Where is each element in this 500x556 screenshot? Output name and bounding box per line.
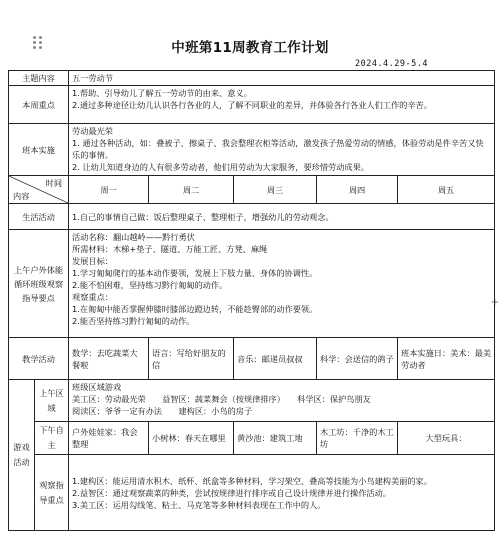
afternoon-item[interactable]: 黄沙池：建筑工地 bbox=[234, 422, 317, 455]
teaching-monday[interactable]: 数学：去吃蔬菜大餐啦 bbox=[69, 338, 149, 380]
corner-time-label: 时间 bbox=[45, 178, 63, 188]
day-tuesday: 周二 bbox=[149, 176, 234, 204]
afternoon-item[interactable]: 户外娃娃家：我会整理 bbox=[69, 422, 149, 455]
theme-row bbox=[9, 71, 495, 86]
teaching-thursday[interactable]: 科学：会送信的鸽子 bbox=[317, 338, 398, 380]
observation-content[interactable] bbox=[69, 455, 495, 531]
weekly-focus-line: 1.帮助、引导幼儿了解五一劳动节的由来、意义。 bbox=[72, 88, 252, 98]
teaching-friday[interactable]: 班本实施日：美术：最美劳动者 bbox=[398, 338, 495, 380]
weekly-focus-label: 本周重点 bbox=[9, 86, 69, 124]
outdoor-line: 观察重点： bbox=[72, 292, 113, 302]
outdoor-line: 2.能不怕困难，坚持练习黔行匍匐的动作。 bbox=[72, 280, 228, 290]
day-header-row bbox=[9, 176, 495, 204]
afternoon-item[interactable]: 小树林：春天在哪里 bbox=[149, 422, 234, 455]
weekly-focus-row bbox=[9, 86, 495, 124]
morning-region-line: 阅读区：爷爷一定有办法 建构区：小鸟的房子 bbox=[72, 406, 253, 416]
day-thursday: 周四 bbox=[317, 176, 398, 204]
morning-region-row bbox=[9, 380, 495, 422]
outdoor-line: 所需材料：木梯+垫子、隧道、万能工匠、方凳、麻绳 bbox=[72, 244, 268, 254]
observation-line: 2.益智区：通过观察蔬菜的种类，尝试按规律进行排序或自己设计规律并进行操作活动。 bbox=[72, 487, 391, 498]
weekly-focus-content[interactable] bbox=[69, 86, 495, 124]
outdoor-line: 2.能否坚持练习黔行匍匐的动作。 bbox=[72, 316, 195, 326]
outdoor-line: 1.在匍匐中能否掌握伸膝时膝部边蹬边转，不能趁臀部的动作要领。 bbox=[72, 304, 318, 314]
teaching-wednesday[interactable]: 音乐：邮递员叔叔 bbox=[234, 338, 317, 380]
class-practice-line: 1. 通过各种活动，如：叠被子、擦桌子、我会整理衣柜等活动，激发孩子热爱劳动的情感，体验劳动是件辛苦又快乐的事情。 bbox=[72, 138, 484, 160]
diagonal-header-cell bbox=[9, 176, 69, 204]
corner-content-label: 内容 bbox=[13, 191, 30, 201]
outdoor-content[interactable] bbox=[69, 230, 495, 338]
afternoon-label: 下午自主 bbox=[35, 422, 69, 455]
day-wednesday: 周三 bbox=[234, 176, 317, 204]
theme-label: 主题内容 bbox=[9, 71, 69, 86]
morning-region-line: 美工区：劳动最光荣 益智区：蔬菜舞会（按规律排序） 科学区：保护鸟朋友 bbox=[72, 394, 371, 404]
teaching-label: 教学活动 bbox=[9, 338, 69, 380]
day-friday: 周五 bbox=[398, 176, 495, 204]
observation-line: 1.建构区：能运用清水积木、纸杯、纸盒等多种材料，学习架空、叠高等技能为小鸟建构美丽的家。 bbox=[72, 475, 432, 486]
life-activity-value[interactable]: 1.自己的事情自己做：饭后整理桌子、整理柜子，增强幼儿的劳动观念。 bbox=[69, 204, 495, 230]
class-practice-row bbox=[9, 124, 495, 176]
add-column-icon[interactable]: + bbox=[490, 297, 499, 308]
outdoor-line: 活动名称：翻山越岭——黔行勇伏 bbox=[72, 232, 195, 242]
weekly-focus-line: 2.通过多种途径让幼儿认识各行各业的人，了解不同职业的差异，并体验各行各业人们工作的辛苦。 bbox=[72, 100, 432, 110]
outdoor-label: 上午户外体能循环班级观察指导要点 bbox=[9, 230, 69, 338]
outdoor-row bbox=[9, 230, 495, 338]
class-practice-line: 劳动最光荣 bbox=[72, 126, 113, 136]
date-range: 2024.4.29-5.4 bbox=[354, 59, 428, 69]
morning-region-line: 班级区域游戏 bbox=[72, 382, 122, 392]
afternoon-item[interactable]: 木工坊：千净的木工坊 bbox=[317, 422, 398, 455]
class-practice-label: 班本实施 bbox=[9, 124, 69, 176]
game-activity-label: 游戏活动 bbox=[9, 380, 35, 531]
outdoor-line: 发展目标： bbox=[72, 256, 113, 266]
life-activity-row bbox=[9, 204, 495, 230]
afternoon-row bbox=[9, 422, 495, 455]
outdoor-line: 1.学习匍匐爬行的基本动作要领，发展上下肢力量、身体的协调性。 bbox=[72, 268, 318, 278]
class-practice-line: 2. 让幼儿知道身边的人有很多劳动者，他们用劳动为大家服务，要珍惜劳动成果。 bbox=[72, 162, 369, 172]
observation-label: 观察指导重点 bbox=[35, 455, 69, 531]
morning-region-content[interactable] bbox=[69, 380, 495, 422]
teaching-tuesday[interactable]: 语言：写给好朋友的信 bbox=[149, 338, 234, 380]
theme-value[interactable]: 五一劳动节 bbox=[69, 71, 495, 86]
observation-line: 3.美工区：运用勾线笔、粘土、马克笔等多种材料表现在工作中的人。 bbox=[72, 499, 326, 510]
observation-row bbox=[9, 455, 495, 531]
day-monday: 周一 bbox=[69, 176, 149, 204]
morning-region-label: 上午区域 bbox=[35, 380, 69, 422]
teaching-row bbox=[9, 338, 495, 380]
class-practice-content[interactable] bbox=[69, 124, 495, 176]
page-title: 中班第11周教育工作计划 bbox=[171, 40, 329, 56]
afternoon-item[interactable]: 大型玩具： bbox=[398, 422, 495, 455]
weekly-plan-table bbox=[8, 70, 495, 531]
life-activity-label: 生活活动 bbox=[9, 204, 69, 230]
